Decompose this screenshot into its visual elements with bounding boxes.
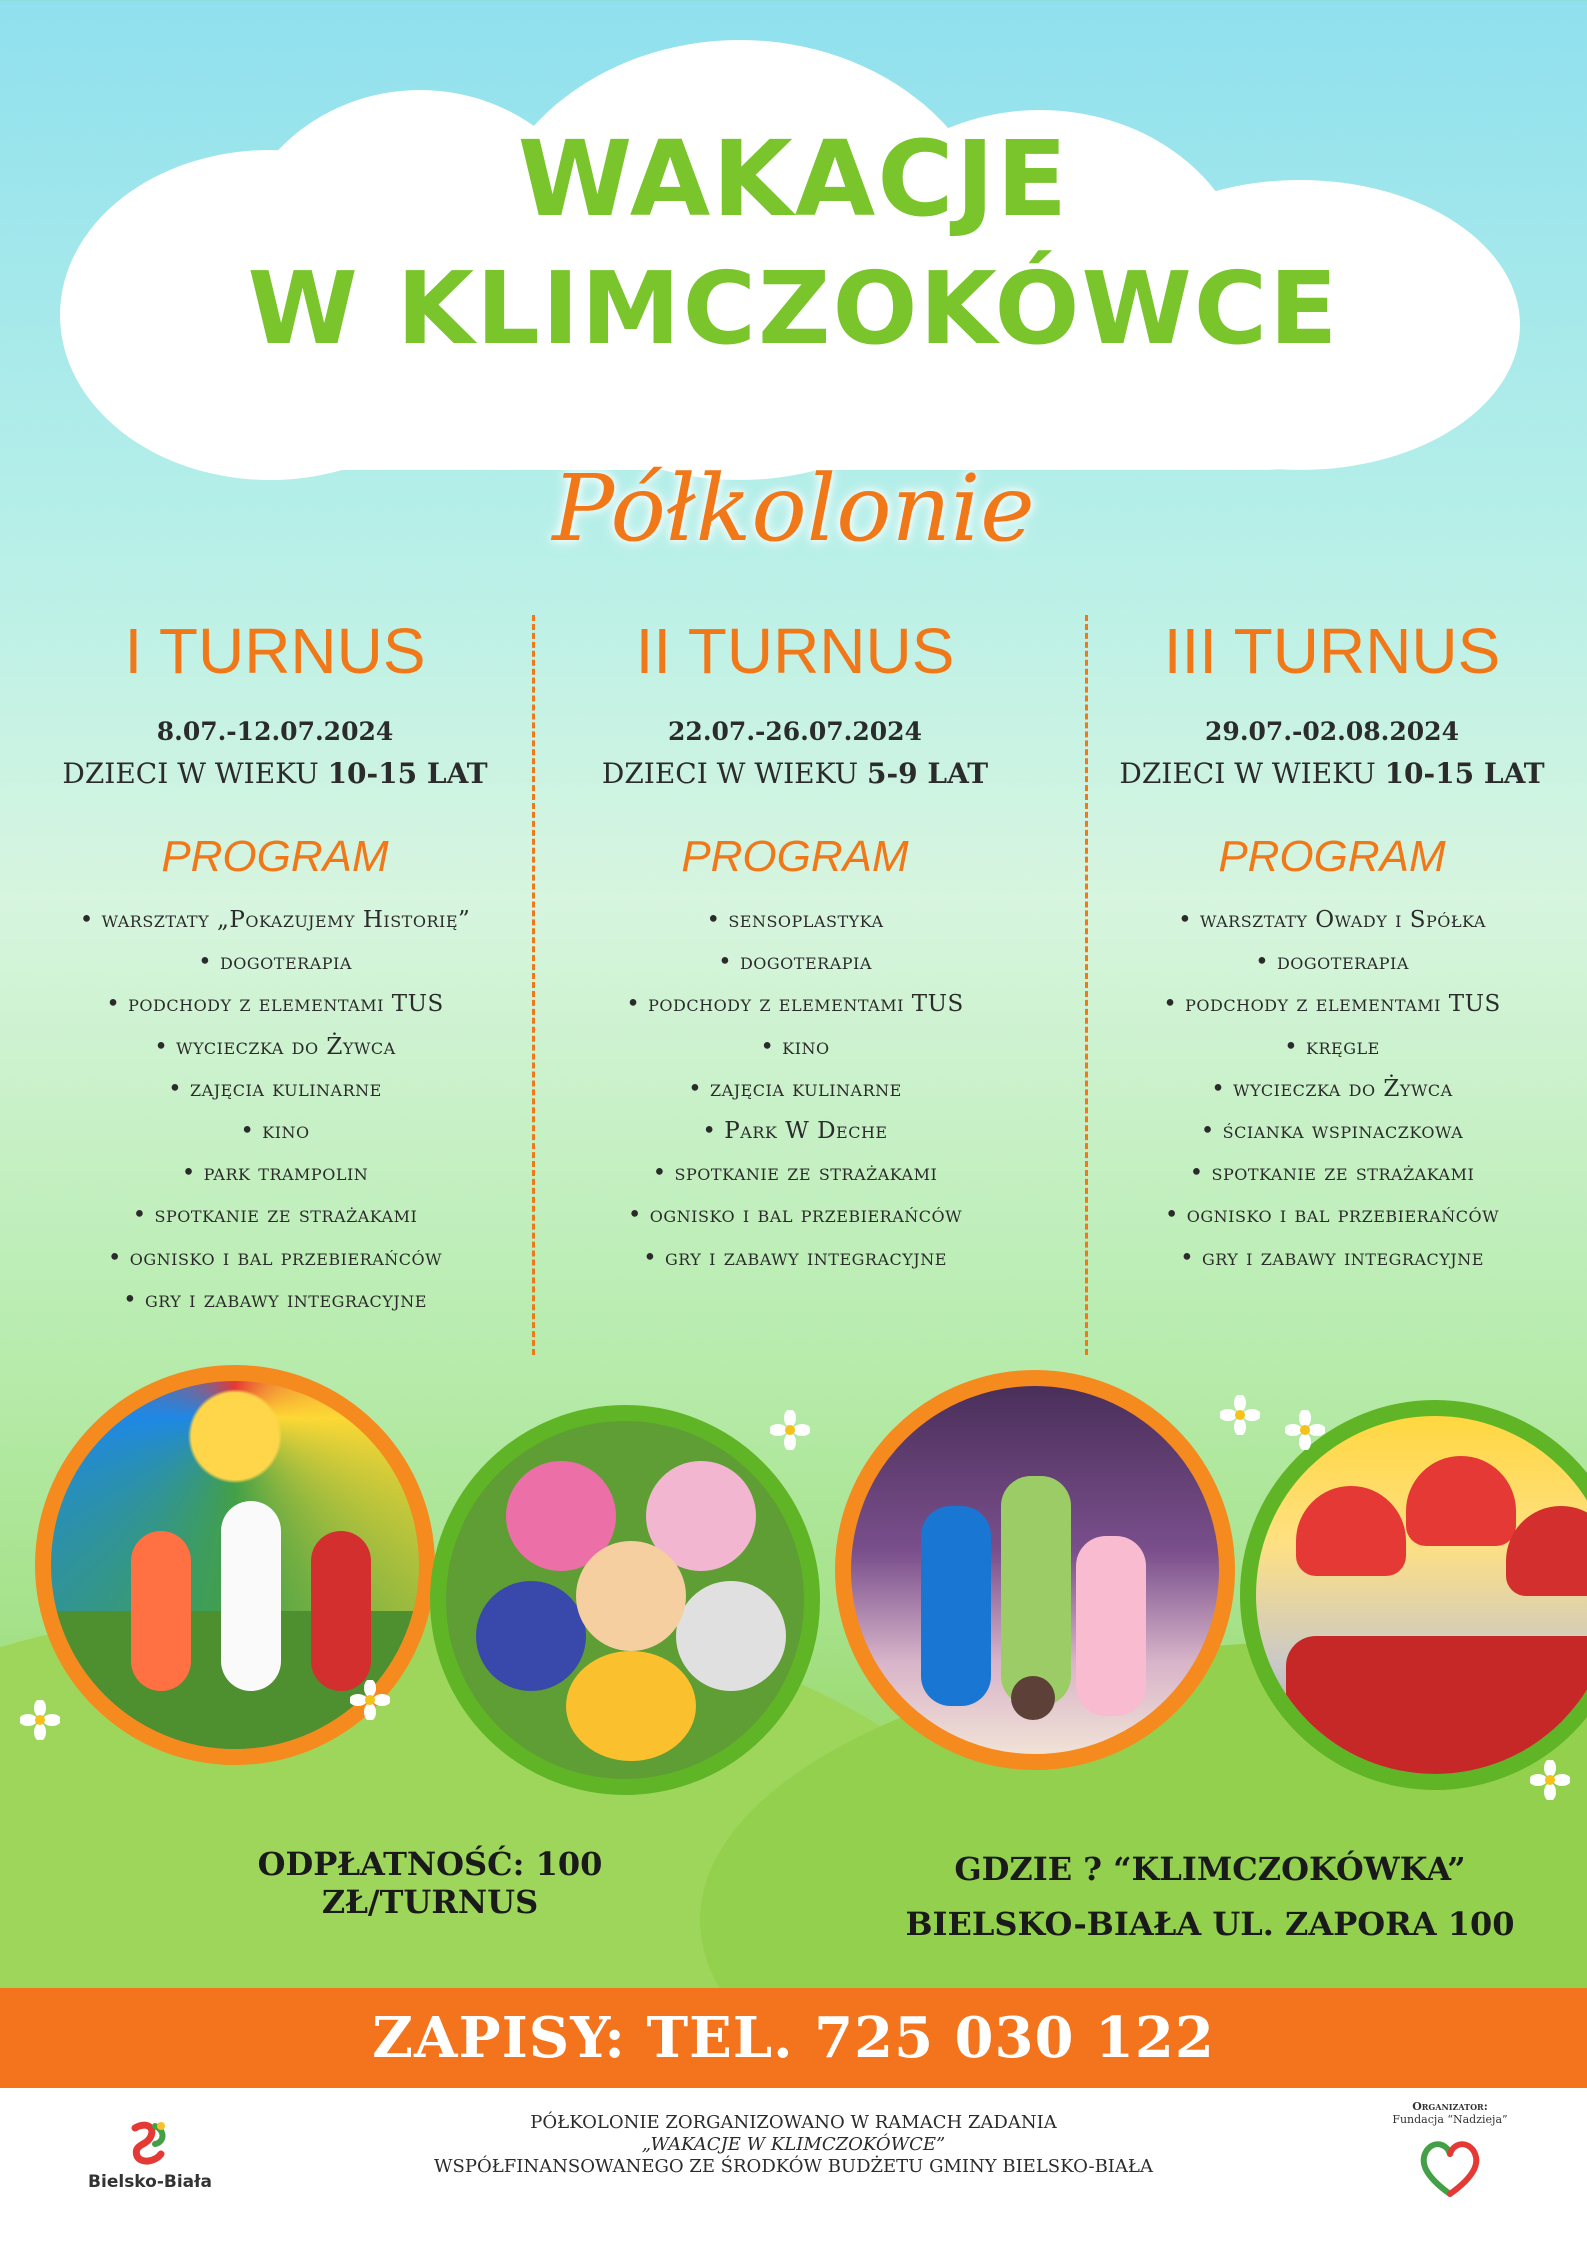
turnus-2-age [535,749,1055,799]
turnus-1-column [15,615,535,1321]
list-item: • dogoterapia [198,949,352,976]
age-value: 5-9 LAT [867,757,989,790]
subtitle: Półkolonie [552,455,1035,562]
daisy-icon [1285,1410,1325,1450]
list-item: • spotkanie ze strażakami [652,1160,938,1187]
list-item: • zajęcia kulinarne [168,1075,382,1102]
title-line-2: W KLIMCZOKÓWCE [247,250,1340,367]
list-item: • warsztaty „Pokazujemy Historię” [79,907,471,933]
turnus-3-column [1072,615,1587,1279]
signup-phone-banner: ZAPISY: TEL. 725 030 122 [0,1988,1587,2088]
list-item: • wycieczka do Żywca [1211,1075,1453,1102]
list-item: • gry i zabawy integracyjne [1180,1244,1484,1271]
turnus-1-program-list [15,899,535,1321]
funding-note-line-1: PÓŁKOLONIE ZORGANIZOWANO W RAMACH ZADANIA [530,2112,1057,2133]
location-line-1: GDZIE ? “KLIMCZOKÓWKA” [954,1850,1466,1888]
daisy-icon [1530,1760,1570,1800]
age-prefix: DZIECI W WIEKU [601,757,859,790]
funding-note-line-3: WSPÓŁFINANSOWANEGO ZE ŚRODKÓW BUDŻETU GMINY BIELSKO-BIAŁA [434,2156,1153,2177]
city-logo-icon [125,2120,171,2166]
turnus-2-program-list [535,899,1055,1279]
list-item: • ognisko i bal przebierańców [1164,1202,1500,1229]
list-item: • gry i zabawy integracyjne [123,1286,427,1313]
turnus-2-title: II TURNUS [635,615,955,687]
funding-note-line-2: „WAKACJE W KLIMCZOKÓWCE” [641,2134,946,2155]
location-line-2: BIELSKO-BIAŁA UL. ZAPORA 100 [905,1905,1515,1943]
list-item: • dogoterapia [1255,949,1409,976]
price-info: ODPŁATNOŚĆ: 100 ZŁ/TURNUS [257,1845,603,1921]
list-item: • zajęcia kulinarne [688,1075,902,1102]
list-item: • podchody z elementami TUS [1163,991,1501,1018]
title-line-1: WAKACJE [517,118,1070,240]
age-value: 10-15 LAT [1384,757,1545,790]
turnus-1-title: I TURNUS [124,615,426,687]
list-item: • sensoplastyka [706,907,884,933]
list-item: • park trampolin [181,1160,369,1187]
daisy-icon [20,1700,60,1740]
turnus-2-column [535,615,1055,1279]
funding-note [330,2112,1257,2178]
turnus-3-program-list [1072,899,1587,1279]
city-logo [75,2120,225,2210]
children-lying-in-circle-photo [430,1405,820,1795]
daisy-icon [1220,1395,1260,1435]
list-item: • kino [240,1118,310,1145]
daisy-icon [770,1410,810,1450]
list-item: • gry i zabawy integracyjne [643,1244,947,1271]
children-firefighter-helmets-photo [1240,1400,1587,1790]
turnus-1-dates: 8.07.-12.07.2024 [156,717,394,746]
organizer-logo [1370,2100,1530,2240]
list-item: • ognisko i bal przebierańców [627,1202,963,1229]
children-bowling-photo [835,1370,1235,1770]
list-item: • spotkanie ze strażakami [1189,1160,1475,1187]
list-item: • kręgle [1284,1033,1380,1060]
turnus-3-title: III TURNUS [1163,615,1501,687]
organizer-name: Fundacja “Nadzieja” [1392,2113,1508,2126]
age-value: 10-15 LAT [327,757,488,790]
turnus-1-age [15,749,535,799]
turnus-1-program-label: PROGRAM [161,832,389,881]
turnus-3-dates: 29.07.-02.08.2024 [1205,717,1459,746]
organizer-label: Organizator: [1412,2100,1488,2113]
list-item: • dogoterapia [718,949,872,976]
list-item: • ścianka wspinaczkowa [1200,1118,1464,1145]
list-item: • warsztaty Owady i Spółka [1178,907,1486,933]
heart-icon [1415,2132,1485,2202]
turnus-3-program-label: PROGRAM [1218,832,1446,881]
list-item: • wycieczka do Żywca [154,1033,396,1060]
list-item: • Park W Deche [702,1118,888,1145]
turnus-2-dates: 22.07.-26.07.2024 [668,717,922,746]
list-item: • ognisko i bal przebierańców [107,1244,443,1271]
list-item: • kino [760,1033,830,1060]
list-item: • podchody z elementami TUS [626,991,964,1018]
turnus-3-age [1072,749,1587,799]
turnus-2-program-label: PROGRAM [681,832,909,881]
list-item: • spotkanie ze strażakami [132,1202,418,1229]
list-item: • podchody z elementami TUS [106,991,444,1018]
city-logo-text: Bielsko-Biała [88,2172,212,2192]
age-prefix: DZIECI W WIEKU [62,757,319,790]
daisy-icon [350,1680,390,1720]
age-prefix: DZIECI W WIEKU [1119,757,1376,790]
